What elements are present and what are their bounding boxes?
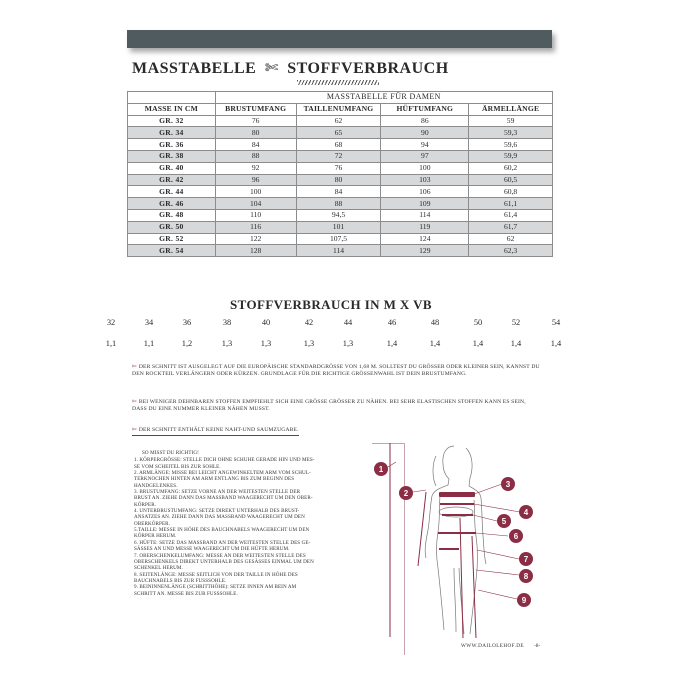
fabric-amount: 1,3	[303, 339, 315, 348]
guide-line: KÖRPER.	[134, 501, 157, 508]
band-thigh	[439, 548, 459, 550]
table-row	[128, 174, 553, 186]
guide-line: 3. BRUSTUMFANG: SETZE VORNE AN DER WEITESTEN STELLE DER	[134, 489, 301, 496]
scissors-icon: ✄	[132, 399, 137, 405]
table-row	[128, 233, 553, 245]
guide-line: OBERSCHENKELS DIREKT UNTERHALB DES GESÄSSES EINMAL UM DEN	[134, 558, 314, 565]
table-cell: 60,8	[469, 186, 553, 198]
guide-line: BRUST AN. ZIEHE DANN DAS MASSBAND WAAGERECHT UM DEN OBER-	[134, 495, 313, 502]
table-cell: 96	[215, 174, 296, 186]
band-hip	[438, 532, 476, 534]
table-cell: 59,9	[469, 150, 553, 162]
band-underbust	[440, 503, 474, 505]
page-number: -8-	[534, 643, 541, 649]
table-cell: 92	[215, 162, 296, 174]
marker-number: 2	[403, 489, 409, 498]
column-header: TAILLENUMFANG	[296, 103, 381, 115]
table-cell: 107,5	[296, 233, 381, 245]
table-cell: 60,2	[469, 162, 553, 174]
guide-line: 4. UNTERBRUSTUMFANG: SETZE DIREKT UNTERHALB DES BRUST-	[134, 508, 300, 515]
table-cell: 61,1	[469, 198, 553, 210]
table-row	[128, 139, 553, 151]
footer-url: WWW.DAILOLEHOF.DE	[461, 643, 524, 649]
table-cell: 59,6	[469, 139, 553, 151]
size-label: GR. 34	[128, 127, 216, 139]
marker-6	[509, 529, 523, 543]
size-label: GR. 38	[128, 150, 216, 162]
fabric-size: 32	[106, 318, 116, 327]
guide-line: SE VOM SCHEITEL BIS ZUR SOHLE.	[134, 463, 221, 470]
guide-line: TERKNOCHEN HINTEN AM ARM ENTLANG BIS ZUM BEGINN DES	[134, 476, 295, 483]
table-row	[128, 209, 553, 221]
band-waist	[442, 514, 473, 516]
size-label: GR. 42	[128, 174, 216, 186]
size-label: GR. 44	[128, 186, 216, 198]
table-cell: 76	[215, 115, 296, 127]
table-row	[128, 150, 553, 162]
marker-5	[497, 514, 511, 528]
table-row	[128, 198, 553, 210]
table-cell: 109	[381, 198, 469, 210]
guide-line: KÖRPER HERUM.	[134, 533, 177, 540]
body-measurement-figure	[366, 440, 566, 640]
table-cell: 94	[381, 139, 469, 151]
band-bust	[439, 492, 475, 497]
table-cell: 114	[381, 209, 469, 221]
marker-number: 5	[501, 517, 507, 526]
fabric-size: 46	[387, 318, 397, 327]
table-cell: 68	[296, 139, 381, 151]
table-cell: 62	[469, 233, 553, 245]
fabric-amount: 1,3	[260, 339, 272, 348]
guide-line: SCHRITT AN. MESSE BIS ZUR FUSSSOHLE.	[134, 590, 238, 597]
marker-number: 3	[505, 480, 511, 489]
guide-line: 9. BEININNENLÄNGE (SCHRITTHÖHE): SETZE INNEN AM BEIN AM	[134, 584, 297, 591]
table-cell: 119	[381, 221, 469, 233]
marker-number: 7	[523, 555, 529, 564]
marker-number: 4	[523, 508, 529, 517]
marker-4	[519, 505, 533, 519]
note-text: DER SCHNITT IST AUSGELEGT AUF DIE EUROPÄISCHE STANDARDGRÖSSE VON 1,68 M. SOLLTEST DU GRÖSSER ODER KLEINER SEIN, KANNST DU DEN ROCKTEIL VERLÄNGERN ODER KÜRZEN. GRUNDLAGE FÜR DIE RICHTIGE GRÖSSENWAHL IST DEIN BRUSTUMFANG.	[132, 364, 540, 378]
guide-line: SÄSSES AN UND MESSE WAAGERECHT UM DIE HÜFTE HERUM.	[134, 546, 290, 553]
guide-heading: SO MISST DU RICHTIG!	[142, 450, 199, 456]
guide-line: ANSATZES AN. ZIEHE DANN DAS MASSBAND WAAGERECHT UM DEN	[134, 514, 305, 521]
fabric-size: 52	[511, 318, 521, 327]
table-cell: 114	[296, 245, 381, 257]
guide-line: 8. SEITENLÄNGE: MESSE SEITLICH VON DER TAILLE IN HÖHE DES	[134, 571, 298, 578]
header-bar	[127, 30, 552, 48]
table-cell: 110	[215, 209, 296, 221]
table-cell: 90	[381, 127, 469, 139]
guide-line: 6. HÜFTE: SETZE DAS MASSBAND AN DER WEITESTEN STELLE DES GE-	[134, 539, 311, 546]
table-cell: 88	[215, 150, 296, 162]
fabric-amount: 1,3	[221, 339, 233, 348]
table-row	[128, 115, 553, 127]
scissors-icon: ✄	[264, 60, 279, 77]
note-size-standard	[132, 364, 542, 379]
guide-line: 7. OBERSCHENKELUMFANG: MESSE AN DER WEITESTEN STELLE DES	[134, 552, 306, 559]
table-cell: 122	[215, 233, 296, 245]
table-cell: 101	[296, 221, 381, 233]
marker-2	[399, 486, 413, 500]
column-header: BRUSTUMFANG	[215, 103, 296, 115]
table-cell: 128	[215, 245, 296, 257]
size-label: GR. 40	[128, 162, 216, 174]
fabric-size: 34	[144, 318, 154, 327]
fabric-amount: 1,2	[181, 339, 193, 348]
table-cell: 59,3	[469, 127, 553, 139]
guide-line: 5.TAILLE: MESSE IN HÖHE DES BAUCHNABELS WAAGERECHT UM DEN	[134, 527, 310, 534]
table-cell: 62	[296, 115, 381, 127]
fabric-size: 44	[343, 318, 353, 327]
guide-line: OBERKÖRPER.	[134, 520, 171, 527]
note-text: BEI WENIGER DEHNBAREN STOFFEN EMPFIEHLT SICH EINE GRÖSSE GRÖSSER ZU NÄHEN. BEI SEHR ELASTISCHEN STOFFEN KANN ES SEIN, DASS DU EINE NUMMER KLEINER NÄHEN MUSST.	[132, 399, 526, 413]
fabric-amount: 1,4	[510, 339, 522, 348]
size-label: GR. 52	[128, 233, 216, 245]
size-table	[127, 91, 553, 257]
table-cell: 88	[296, 198, 381, 210]
title-left: MASSTABELLE	[132, 60, 257, 77]
table-cell: 116	[215, 221, 296, 233]
table-cell: 80	[215, 127, 296, 139]
marker-1	[374, 462, 388, 476]
note-seam-allowance	[132, 427, 542, 436]
figure-markers	[374, 462, 533, 607]
table-cell: 100	[381, 162, 469, 174]
measuring-guide	[134, 450, 370, 597]
guide-line: HANDGELENKES.	[134, 482, 178, 489]
marker-7	[519, 552, 533, 566]
table-row	[128, 127, 553, 139]
fabric-sizes-row	[0, 318, 680, 330]
table-cell: 61,7	[469, 221, 553, 233]
guide-line: 2. ARMLÄNGE: MISSE BEI LEICHT ANGEWINKELTEM ARM VOM SCHUL-	[134, 470, 311, 477]
table-row	[128, 186, 553, 198]
size-label: GR. 32	[128, 115, 216, 127]
table-cell: 84	[296, 186, 381, 198]
scissors-icon: ✄	[132, 364, 137, 370]
table-header-row	[128, 103, 553, 115]
marker-9	[517, 593, 531, 607]
marker-8	[519, 569, 533, 583]
table-cell: 129	[381, 245, 469, 257]
fabric-amount: 1,4	[386, 339, 398, 348]
size-label: GR. 48	[128, 209, 216, 221]
table-cell: 59	[469, 115, 553, 127]
fabric-amount: 1,4	[429, 339, 441, 348]
table-cell: 94,5	[296, 209, 381, 221]
fabric-amount: 1,1	[143, 339, 155, 348]
marker-number: 8	[523, 572, 529, 581]
size-label: GR. 46	[128, 198, 216, 210]
fabric-size: 48	[430, 318, 440, 327]
table-row	[128, 245, 553, 257]
marker-number: 6	[513, 532, 519, 541]
fabric-size: 36	[182, 318, 192, 327]
fabric-title: STOFFVERBRAUCH IN M X VB	[230, 297, 432, 312]
title-right: STOFFVERBRAUCH	[287, 60, 449, 77]
scissors-icon: ✄	[132, 427, 137, 433]
table-cell: 103	[381, 174, 469, 186]
fabric-amount: 1,3	[342, 339, 354, 348]
column-header: MASSE IN CM	[128, 103, 216, 115]
marker-3	[501, 477, 515, 491]
table-cell: 124	[381, 233, 469, 245]
size-label: GR. 54	[128, 245, 216, 257]
column-header: HÜFTUMFANG	[381, 103, 469, 115]
fabric-size: 54	[551, 318, 561, 327]
fabric-amount: 1,1	[105, 339, 117, 348]
fabric-size: 50	[473, 318, 483, 327]
measure-bands	[438, 492, 476, 550]
note-text: DER SCHNITT ENTHÄLT KEINE NAHT-UND SAUMZUGABE.	[138, 427, 299, 433]
body-outline	[425, 446, 486, 634]
fabric-amount: 1,4	[550, 339, 562, 348]
guide-line: 1. KÖRPERGRÖSSE: STELLE DICH OHNE SCHUHE GERADE HIN UND MES-	[134, 457, 315, 464]
table-caption: MASSTABELLE FÜR DAMEN	[215, 92, 552, 104]
guide-line: BAUCHNABELS BIS ZUR FUSSSOHLE.	[134, 577, 227, 584]
page-title	[132, 58, 449, 78]
guide-line: SCHENKEL HERUM.	[134, 565, 183, 572]
table-cell: 80	[296, 174, 381, 186]
size-label: GR. 50	[128, 221, 216, 233]
size-label: GR. 36	[128, 139, 216, 151]
fabric-size: 42	[304, 318, 314, 327]
table-cell: 106	[381, 186, 469, 198]
table-cell: 60,5	[469, 174, 553, 186]
table-row	[128, 221, 553, 233]
table-cell: 65	[296, 127, 381, 139]
decorative-hatch	[297, 80, 379, 85]
table-cell: 104	[215, 198, 296, 210]
table-cell: 61,4	[469, 209, 553, 221]
fabric-size: 40	[261, 318, 271, 327]
table-cell: 100	[215, 186, 296, 198]
fabric-amounts-row	[0, 339, 680, 351]
table-cell: 76	[296, 162, 381, 174]
note-fabric-stretch	[132, 399, 542, 414]
marker-number: 9	[521, 596, 527, 605]
table-cell: 84	[215, 139, 296, 151]
marker-number: 1	[378, 465, 384, 474]
table-cell: 86	[381, 115, 469, 127]
fabric-amount: 1,4	[472, 339, 484, 348]
table-cell: 97	[381, 150, 469, 162]
column-header: ÄRMELLÄNGE	[469, 103, 553, 115]
table-cell: 62,3	[469, 245, 553, 257]
fabric-size: 38	[222, 318, 232, 327]
table-cell: 72	[296, 150, 381, 162]
table-row	[128, 162, 553, 174]
